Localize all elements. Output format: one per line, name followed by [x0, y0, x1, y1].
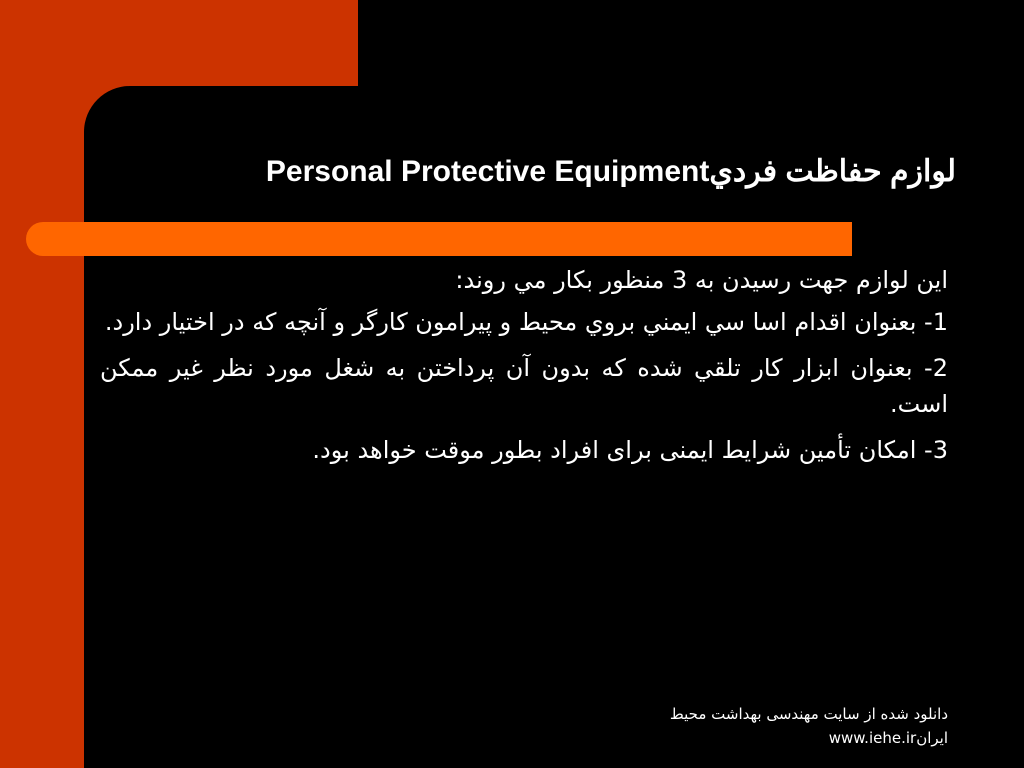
footer-line-2 — [560, 726, 948, 750]
footer-country: ایران — [916, 729, 948, 747]
list-item-1: 1- بعنوان اقدام اسا سي ايمني بروي محيط و پيرامون كارگر و آنچه كه در اختيار دارد. — [104, 308, 948, 336]
slide-title — [150, 150, 956, 194]
list-item-2: 2- بعنوان ابزار كار تلقي شده كه بدون آن پرداختن به شغل مورد نظر غير ممكن است. — [100, 354, 948, 418]
title-english: Personal Protective Equipment — [265, 155, 710, 188]
footer-credit — [560, 702, 948, 750]
title-divider-bar — [26, 222, 852, 256]
title-persian: لوازم حفاظت فردي — [709, 155, 956, 188]
footer-line-1: دانلود شده از سایت مهندسی بهداشت محیط — [669, 705, 948, 723]
footer-url: www.iehe.ir — [828, 729, 917, 747]
orange-left-strip — [0, 0, 84, 768]
list-item-3: 3- امكان تأمین شرايط ايمنی برای افراد بطور موقت خواهد بود. — [312, 436, 948, 464]
intro-text: اين لوازم جهت رسيدن به 3 منظور بكار مي روند: — [455, 266, 948, 294]
slide-body — [100, 262, 948, 478]
